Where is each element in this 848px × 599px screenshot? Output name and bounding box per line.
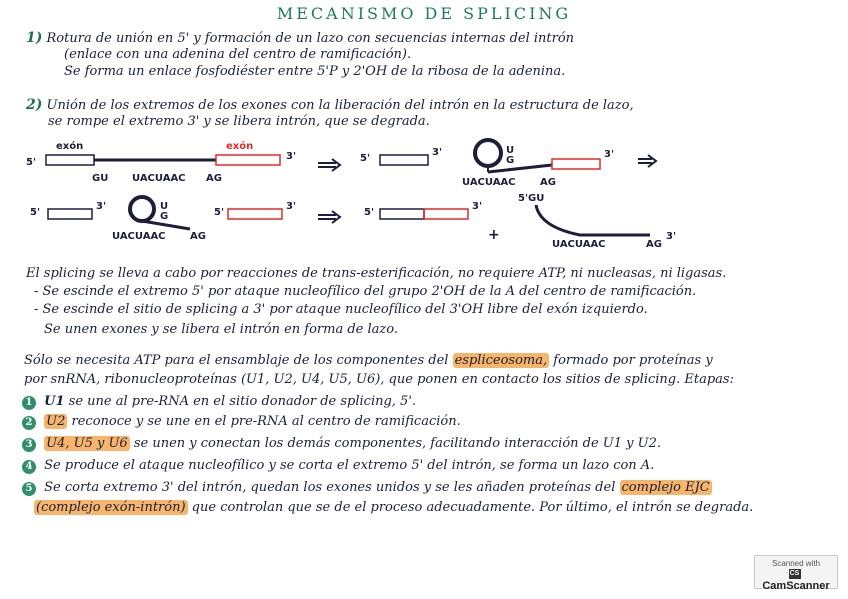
row1-gu: GU — [92, 173, 109, 184]
row2b-exon-left — [380, 209, 424, 219]
section1-line3: Se forma un enlace fosfodiéster entre 5'P y 2'OH de la ribosa de la adenina. — [64, 64, 566, 79]
section2-line1 — [26, 97, 634, 114]
atp-line2: por snRNA, ribonucleoproteínas (U1, U2, U4, U5, U6), que ponen en contacto los sitios de splicing. Etapas: — [24, 372, 734, 387]
arrow-1 — [318, 159, 340, 171]
row1b-u: U — [506, 145, 515, 156]
section1-line2: (enlace con una adenina del centro de ramificación). — [64, 47, 412, 62]
camscanner-logo-icon: CS — [789, 570, 800, 578]
row1-exon-left — [46, 155, 94, 165]
row2-3prime: 3' — [96, 201, 107, 212]
row2b-5prime: 5' — [364, 207, 375, 218]
row2b-branch: UACUAAC — [552, 239, 606, 250]
step4-text: Se produce el ataque nucleofílico y se corta el extremo 5' del intrón, se forma un lazo con A. — [44, 458, 655, 473]
diagram-row2-product — [364, 193, 676, 250]
step5-text: Se corta extremo 3' del intrón, quedan los exones unidos y se les añaden proteínas del — [44, 480, 616, 495]
step3-label: U4, U5 y U6 — [46, 436, 128, 451]
row2b-5prime-gu: 5'GU — [518, 193, 545, 204]
step-badge-5: 5 — [22, 482, 36, 496]
camscanner-watermark — [754, 555, 838, 592]
row1-3prime: 3' — [286, 151, 297, 162]
diagram-row1-premrna — [26, 140, 296, 184]
row2b-exon-right — [424, 209, 468, 219]
step5-complex: (complejo exón-intrón) — [36, 500, 186, 515]
para-line4: Se unen exones y se libera el intrón en forma de lazo. — [44, 322, 398, 337]
row1-exon-label: exón — [56, 141, 84, 152]
row2-u: U — [160, 201, 169, 212]
row2-g: G — [160, 211, 169, 222]
row2b-free-intron — [536, 205, 650, 235]
section1-text1: Rotura de unión en 5' y formación de un lazo con secuencias internas del intrón — [46, 31, 575, 46]
row1b-exon-left — [380, 155, 428, 165]
row1-branch: UACUAAC — [132, 173, 186, 184]
row1b-branch: UACUAAC — [462, 177, 516, 188]
plus-sign: + — [488, 227, 500, 243]
row2-lariat-loop — [130, 197, 154, 221]
row2b-3prime: 3' — [666, 231, 677, 242]
row2-exon-right — [228, 209, 282, 219]
row1b-lariat-loop — [475, 140, 501, 166]
step-badge-3: 3 — [22, 438, 36, 452]
para-line1: El splicing se lleva a cabo por reacciones de trans-esterificación, no requiere ATP, ni nucleasas, ni ligasas. — [26, 266, 727, 281]
section2-number: 2) — [26, 97, 43, 113]
row1-exon-label-red: exón — [226, 141, 254, 152]
row1-5prime: 5' — [26, 157, 37, 168]
arrow-2 — [638, 155, 656, 167]
atp-line1-post: formado por proteínas y — [553, 353, 713, 368]
row1-ag: AG — [206, 173, 222, 184]
section2-line2: se rompe el extremo 3' y se libera intrón, que se degrada. — [48, 114, 430, 129]
para-line2: - Se escinde el extremo 5' por ataque nucleofílico del grupo 2'OH de la A del centro de ramificación. — [34, 284, 697, 299]
arrow-3 — [318, 211, 340, 223]
row2-3prime-right: 3' — [286, 201, 297, 212]
step-badge-1: 1 — [22, 396, 36, 410]
scanner-brand: CamScanner — [762, 580, 830, 592]
step3-text: se unen y conectan los demás componentes, facilitando interacción de U1 y U2. — [133, 436, 662, 451]
diagram-row2-lariat — [30, 197, 296, 242]
step-3 — [22, 436, 661, 452]
section2-text1: Unión de los extremos de los exones con la liberación del intrón en la estructura de lazo, — [46, 98, 634, 113]
row1b-3prime: 3' — [432, 147, 443, 158]
step-2 — [22, 414, 461, 430]
diagram-row1-lariat — [360, 140, 614, 188]
step-5-line2 — [34, 500, 753, 516]
row2-branch: UACUAAC — [112, 231, 166, 242]
row2b-ag: AG — [646, 239, 662, 250]
row1b-tail — [488, 165, 552, 172]
step5-text2: que controlan que se de el proceso adecuadamente. Por último, el intrón se degrada. — [191, 500, 754, 515]
atp-line1 — [24, 353, 713, 369]
step-1 — [22, 394, 416, 410]
section1-line1 — [26, 30, 574, 47]
row2-5prime-b: 5' — [214, 207, 225, 218]
scanner-line2 — [755, 568, 837, 592]
row1b-5prime: 5' — [360, 153, 371, 164]
para-line3: - Se escinde el sitio de splicing a 3' por ataque nucleofílico del 3'OH libre del exón izquierdo. — [34, 302, 648, 317]
row2-exon-left — [48, 209, 92, 219]
row1b-exon-right — [552, 159, 600, 169]
atp-line1-pre: Sólo se necesita ATP para el ensamblaje de los componentes del — [24, 353, 449, 368]
row1-exon-right — [216, 155, 280, 165]
step-4 — [22, 458, 654, 474]
scanner-line1: Scanned with — [771, 559, 821, 568]
row1b-3prime-right: 3' — [604, 149, 615, 160]
row2-ag: AG — [190, 231, 206, 242]
row2b-3prime: 3' — [472, 201, 483, 212]
step2-label: U2 — [46, 414, 66, 429]
step1-text: se une al pre-RNA en el sitio donador de splicing, 5'. — [68, 394, 417, 409]
splicing-diagram — [0, 135, 848, 255]
step-badge-2: 2 — [22, 416, 36, 430]
step-badge-4: 4 — [22, 460, 36, 474]
row1b-g: G — [506, 155, 515, 166]
step1-label: U1 — [44, 394, 65, 409]
step5-ejc: complejo EJC — [621, 480, 710, 495]
page-title: MECANISMO DE SPLICING — [276, 4, 572, 23]
step-5 — [22, 480, 712, 496]
section1-number: 1) — [26, 30, 43, 46]
step2-text: reconoce y se une en el pre-RNA al centro de ramificación. — [71, 414, 461, 429]
atp-spliceosome: espliceosoma, — [454, 353, 548, 368]
row2-5prime: 5' — [30, 207, 41, 218]
row1b-ag: AG — [540, 177, 556, 188]
